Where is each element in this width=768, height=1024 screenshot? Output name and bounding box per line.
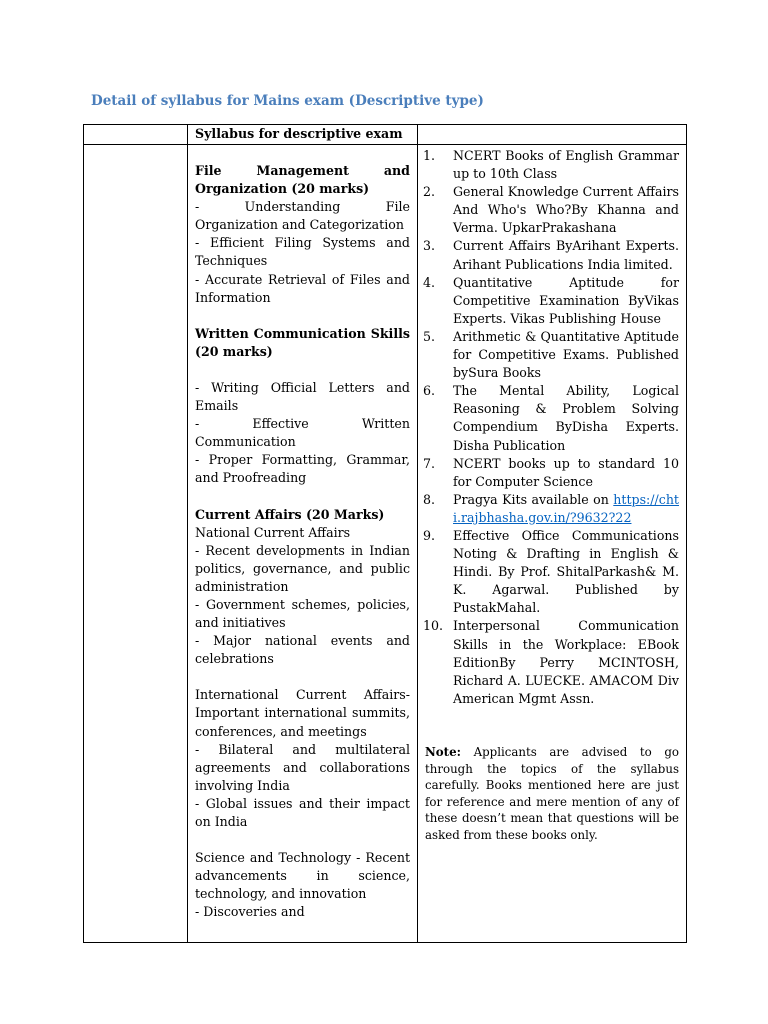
book-number: 7. (423, 455, 436, 471)
book-text: The Mental Ability, Logical Reasoning & Problem Solving Compendium ByDisha Experts. Disha Publication (453, 383, 679, 453)
book-text: General Knowledge Current Affairs And Who's Who?By Khanna and Verma. UpkarPrakashana (453, 184, 679, 236)
table-body-row (84, 145, 687, 943)
books-cell (418, 145, 687, 943)
book-number: 9. (423, 527, 436, 543)
pragya-kits-link[interactable]: https://chti.rajbhasha.gov.in/?9632?22 (453, 491, 679, 525)
book-number: 1. (423, 148, 436, 163)
note (425, 744, 679, 844)
book-item (425, 527, 679, 617)
syllabus-line: International Current Affairs- Important international summits, conferences, and meetings (195, 687, 410, 739)
syllabus-content (195, 162, 410, 921)
book-item (425, 328, 679, 382)
syllabus-line: - Effective Written Communication (195, 416, 410, 450)
empty-cell (84, 145, 188, 943)
book-number: 6. (423, 383, 436, 399)
header-cell-3 (418, 125, 687, 145)
book-number: 3. (423, 238, 436, 254)
book-item (425, 491, 679, 527)
book-item (425, 237, 679, 273)
note-text: Applicants are advised to go through the topics of the syllabus carefully. Books mentioned here are just for reference and mere mention of any of these doesn’t mean that questions will be asked from these books only. (425, 744, 679, 842)
book-item (425, 147, 679, 183)
note-label: Note: (425, 744, 461, 759)
syllabus-line: - Recent developments in Indian politics, governance, and public administration (195, 542, 410, 594)
book-item (425, 274, 679, 328)
syllabus-cell (188, 145, 418, 943)
book-number: 10. (423, 618, 444, 634)
syllabus-line: - Bilateral and multilateral agreements and collaborations involving India (195, 741, 410, 793)
blank-line (195, 831, 410, 849)
book-text: NCERT books up to standard 10 for Computer Science (453, 455, 679, 489)
blank-line (195, 307, 410, 325)
syllabus-section-title: Written Communication Skills (20 marks) (195, 325, 410, 359)
book-text: Interpersonal Communication Skills in the Workplace: EBook EditionBy Perry MCINTOSH, Richard A. LUECKE. AMACOM Div American Mgmt Assn. (453, 618, 679, 706)
book-item (425, 455, 679, 491)
book-item (425, 617, 679, 707)
blank-line (195, 668, 410, 686)
syllabus-section-title: File Management and Organization (20 marks) (195, 163, 410, 197)
syllabus-table (83, 124, 687, 943)
header-cell-2: Syllabus for descriptive exam (188, 125, 418, 145)
book-number: 4. (423, 274, 436, 290)
table-header-row (84, 125, 687, 145)
syllabus-line: - Accurate Retrieval of Files and Information (195, 271, 410, 305)
book-text: NCERT Books of English Grammar up to 10th Class (453, 148, 679, 182)
blank-line (195, 361, 410, 379)
book-item (425, 183, 679, 237)
syllabus-section-title: Current Affairs (20 Marks) (195, 506, 385, 522)
blank-line (195, 488, 410, 506)
syllabus-line: Science and Technology - Recent advancements in science, technology, and innovation (195, 850, 410, 902)
syllabus-line: - Discoveries and (195, 904, 305, 920)
syllabus-line: - Proper Formatting, Grammar, and Proofreading (195, 452, 410, 486)
syllabus-line: - Major national events and celebrations (195, 633, 410, 667)
syllabus-line: - Government schemes, policies, and initiatives (195, 596, 410, 631)
books-list (425, 147, 679, 708)
book-number: 8. (423, 491, 436, 507)
syllabus-line: - Understanding File Organization and Categorization (195, 199, 410, 233)
syllabus-line: - Global issues and their impact on India (195, 795, 410, 829)
book-text: Arithmetic & Quantitative Aptitude for Competitive Exams. Published bySura Books (453, 328, 679, 381)
syllabus-line: National Current Affairs (195, 524, 351, 540)
book-item (425, 382, 679, 454)
book-number: 5. (423, 328, 436, 344)
syllabus-line: - Writing Official Letters and Emails (195, 379, 410, 414)
book-number: 2. (423, 184, 436, 200)
header-cell-1 (84, 125, 188, 145)
book-text: Pragya Kits available on (453, 491, 614, 507)
book-text: Quantitative Aptitude for Competitive Examination ByVikas Experts. Vikas Publishing House (453, 274, 679, 326)
syllabus-line: - Efficient Filing Systems and Techniques (195, 235, 410, 269)
book-text: Effective Office Communications Noting & Drafting in English & Hindi. By Prof. ShitalParkash& M. K. Agarwal. Published by PustakMahal. (453, 527, 679, 616)
book-text: Current Affairs ByArihant Experts. Arihant Publications India limited. (453, 238, 679, 272)
page-heading: Detail of syllabus for Mains exam (Descriptive type) (91, 93, 484, 109)
